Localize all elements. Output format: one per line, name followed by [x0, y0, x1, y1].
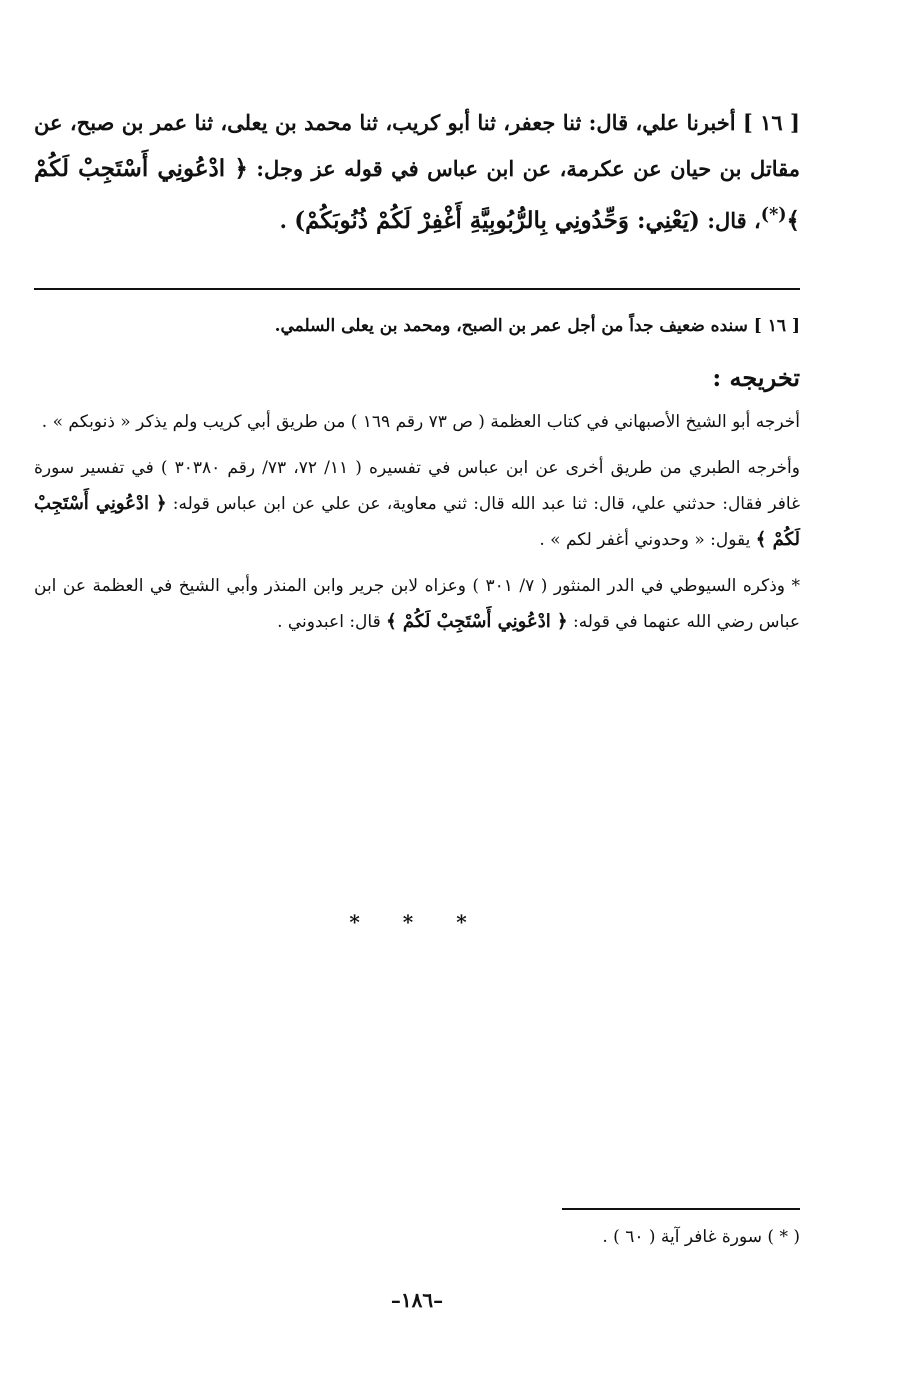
takhrij-paragraph-2-end: يقول: « وحدوني أغفر لكم » .	[539, 530, 756, 550]
footnote-text: ( * ) سورة غافر آية ( ٦٠ ) .	[602, 1227, 800, 1247]
footnote-marker: (*)	[760, 205, 787, 225]
takhrij-paragraph-2	[34, 450, 800, 558]
commentary-section	[34, 308, 800, 650]
takhrij-paragraph-3-text: * وذكره السيوطي في الدر المنثور ( ٧/ ٣٠١ ) وعزاه لابن جرير وابن المنذر وأبي الشيخ في العظمة عن ابن عباس رضي الله عنهما في قوله:	[34, 576, 800, 632]
hadith-quote: (يَعْنِي: وَحِّدُونِي بِالرُّبُوبِيَّةِ أَغْفِرْ لَكُمْ ذُنُوبَكُمْ)	[294, 207, 700, 234]
isnad-note: [ ١٦ ] سنده ضعيف جداً من أجل عمر بن الصبح، ومحمد بن يعلى السلمي.	[274, 316, 800, 336]
section-separator-stars: * * *	[349, 910, 485, 934]
page-number: –١٨٦–	[390, 1288, 444, 1312]
takhrij-paragraph-2-verse: ﴿ ادْعُونِي أَسْتَجِبْ لَكُمْ ﴾	[34, 493, 800, 550]
takhrij-paragraph-3	[34, 568, 800, 640]
book-page	[34, 0, 800, 1380]
takhrij-heading: تخريجه :	[712, 363, 800, 392]
takhrij-paragraph-2-text: وأخرجه الطبري من طريق أخرى عن ابن عباس في تفسيره ( ١١/ ٧٢، ٧٣/ رقم ٣٠٣٨٠ ) في تفسير سورة غافر فقال: حدثني علي، قال: ثنا عبد الله قال: ثني معاوية، عن علي عن ابن عباس قوله:	[34, 458, 800, 514]
hadith-end-text: .	[279, 208, 295, 233]
takhrij-paragraph-1: أخرجه أبو الشيخ الأصبهاني في كتاب العظمة ( ص ٧٣ رقم ١٦٩ ) من طريق أبي كريب ولم يذكر « ذنوبكم » .	[41, 412, 800, 432]
hadith-connector-text: ، قال:	[699, 208, 761, 233]
quran-verse: ﴿ ادْعُونِي أَسْتَجِبْ لَكُمْ ﴾	[34, 155, 800, 234]
section-divider	[34, 288, 800, 290]
hadith-paragraph	[34, 100, 800, 244]
footnote-divider	[562, 1208, 800, 1210]
hadith-chain-text: [ ١٦ ] أخبرنا علي، قال: ثنا جعفر، ثنا أبو كريب، ثنا محمد بن يعلى، ثنا عمر بن صبح، عن مقاتل بن حيان عن عكرمة، عن ابن عباس في قوله عز وجل:	[34, 110, 800, 181]
takhrij-paragraph-3-verse: ﴿ ادْعُونِي أَسْتَجِبْ لَكُمْ ﴾	[386, 611, 568, 632]
takhrij-paragraph-3-end: قال: اعبدوني .	[277, 612, 387, 632]
